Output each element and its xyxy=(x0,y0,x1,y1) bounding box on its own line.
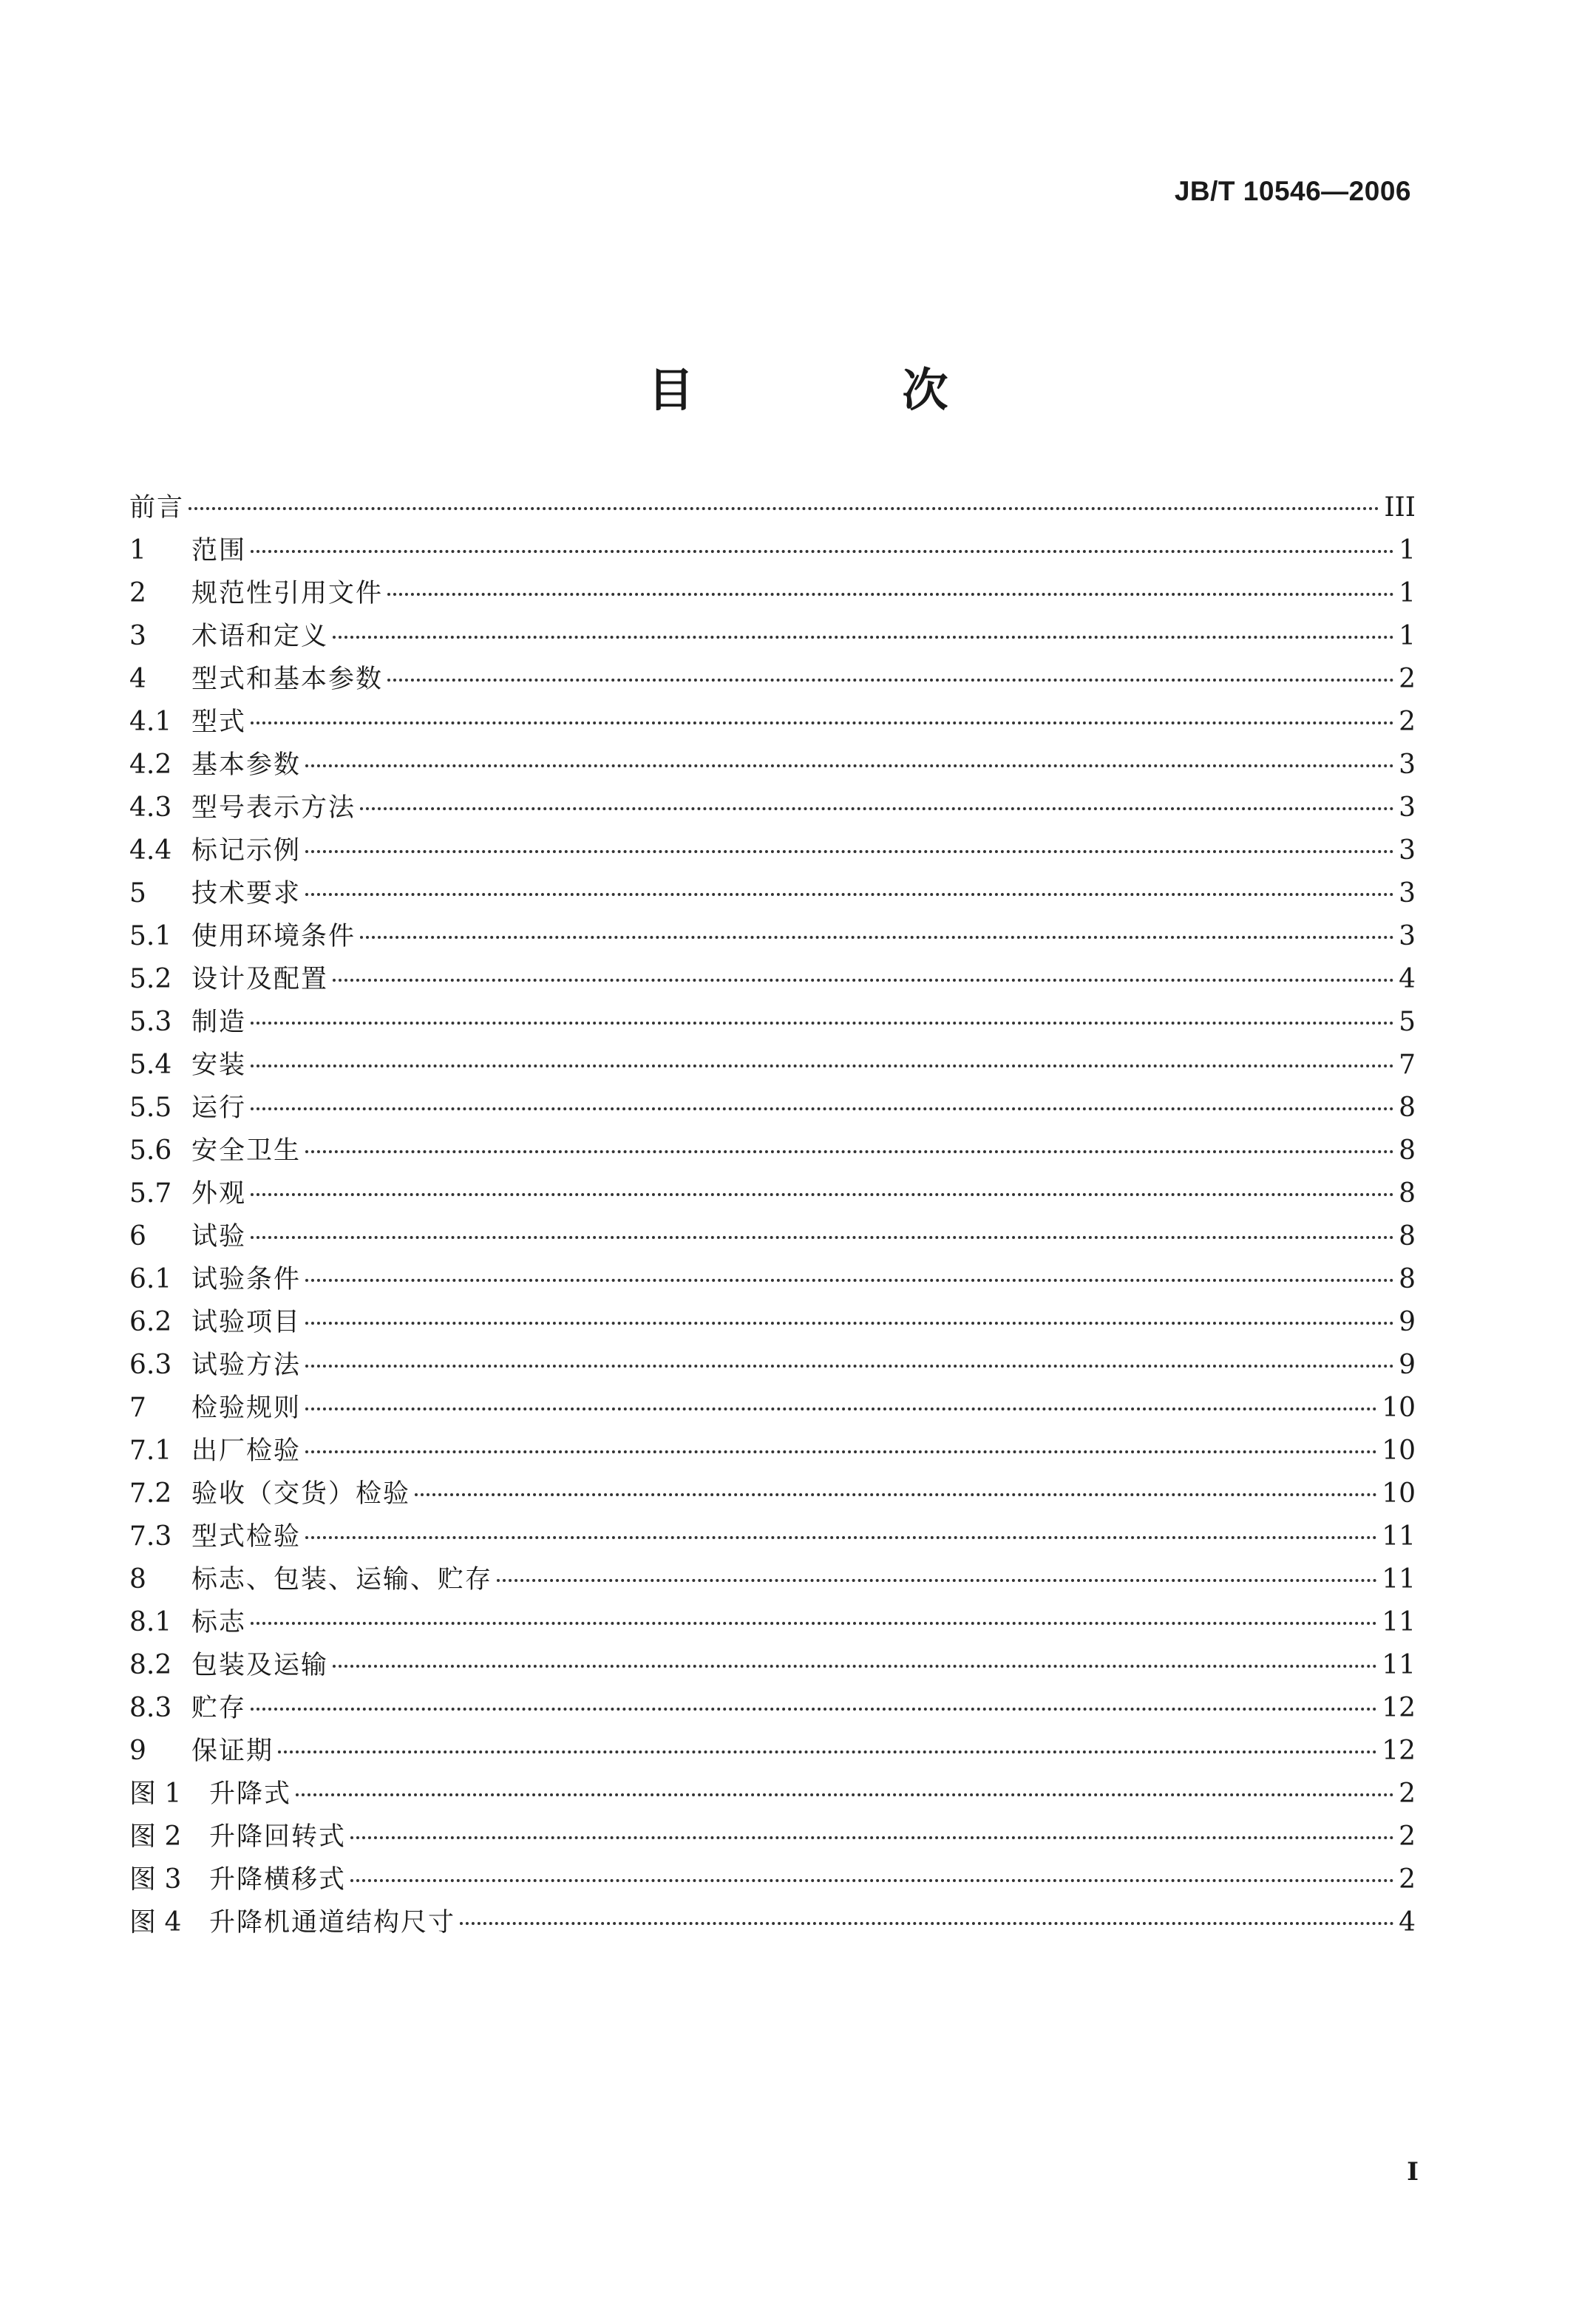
toc-entry-page: 8 xyxy=(1399,1264,1416,1294)
toc-entry-title: 基本参数 xyxy=(191,750,302,780)
toc-entry-title: 型号表示方法 xyxy=(191,793,356,823)
toc-dot-leader xyxy=(350,1836,1394,1839)
toc-entry[interactable] xyxy=(129,1473,1416,1515)
toc-entry-number: 图 3 xyxy=(129,1864,182,1895)
toc-entry-title: 型式和基本参数 xyxy=(191,665,384,694)
toc-entry-number: 8.1 xyxy=(129,1607,172,1637)
toc-dot-leader xyxy=(251,1107,1394,1110)
toc-entry-title: 安装 xyxy=(191,1050,247,1080)
toc-entry-title: 型式检验 xyxy=(191,1522,302,1552)
page-number: I xyxy=(1407,2157,1419,2187)
toc-entry-title: 试验项目 xyxy=(191,1308,302,1337)
toc-entry-page: 3 xyxy=(1399,878,1416,909)
toc-entry-title: 前言 xyxy=(129,493,185,523)
toc-entry-title: 制造 xyxy=(191,1008,247,1037)
toc-entry-title: 试验条件 xyxy=(191,1265,302,1294)
toc-dot-leader xyxy=(305,1322,1394,1325)
toc-entry-number: 5.5 xyxy=(129,1093,172,1123)
toc-entry-title: 试验方法 xyxy=(191,1351,302,1380)
toc-entry-title: 术语和定义 xyxy=(191,622,329,651)
toc-entry-number: 3 xyxy=(129,621,146,651)
toc-entry-number: 6 xyxy=(129,1221,146,1252)
toc-entry[interactable] xyxy=(129,1130,1416,1172)
toc-dot-leader xyxy=(251,1622,1377,1625)
toc-entry-title: 贮存 xyxy=(191,1694,247,1723)
toc-entry[interactable] xyxy=(129,1258,1416,1301)
toc-dot-leader xyxy=(305,1536,1377,1539)
toc-entry[interactable] xyxy=(129,1644,1416,1687)
toc-entry-page: 11 xyxy=(1382,1521,1416,1552)
toc-entry[interactable] xyxy=(129,1344,1416,1387)
toc-entry[interactable] xyxy=(129,1730,1416,1773)
toc-entry-number: 5.4 xyxy=(129,1050,172,1080)
toc-entry-title: 升降式 xyxy=(209,1779,292,1809)
toc-entry-title: 升降回转式 xyxy=(209,1822,347,1852)
toc-dot-leader xyxy=(360,807,1394,810)
toc-entry[interactable] xyxy=(129,744,1416,787)
toc-entry-number: 图 4 xyxy=(129,1907,182,1938)
toc-entry-title: 标记示例 xyxy=(191,836,302,866)
toc-dot-leader xyxy=(251,1236,1394,1239)
toc-dot-leader xyxy=(350,1879,1394,1882)
toc-entry-page: 3 xyxy=(1399,921,1416,951)
toc-entry-number: 5.7 xyxy=(129,1178,172,1209)
toc-entry-title: 试验 xyxy=(191,1222,247,1252)
toc-dot-leader xyxy=(189,507,1379,510)
toc-entry-page: 11 xyxy=(1382,1607,1416,1637)
toc-entry-page: 3 xyxy=(1399,750,1416,780)
page-title: 目 次 xyxy=(648,363,1030,417)
toc-entry-page: 9 xyxy=(1399,1307,1416,1337)
toc-entry-number: 4.1 xyxy=(129,707,172,737)
document-code: JB/T 10546—2006 xyxy=(1174,176,1411,206)
toc-entry-page: III xyxy=(1384,492,1416,523)
toc-entry-number: 8 xyxy=(129,1564,146,1595)
toc-entry-page: 12 xyxy=(1382,1736,1416,1766)
toc-entry[interactable] xyxy=(129,958,1416,1001)
toc-dot-leader xyxy=(333,979,1394,982)
toc-entry-title: 运行 xyxy=(191,1093,247,1123)
toc-entry[interactable] xyxy=(129,1387,1416,1430)
toc-dot-leader xyxy=(387,593,1394,596)
toc-entry[interactable] xyxy=(129,787,1416,829)
toc-dot-leader xyxy=(387,679,1394,682)
toc-entry-number: 7.2 xyxy=(129,1478,172,1509)
toc-entry[interactable] xyxy=(129,1901,1416,1944)
toc-entry-page: 10 xyxy=(1382,1436,1416,1466)
toc-entry-number: 6.2 xyxy=(129,1307,172,1337)
toc-entry-number: 7.3 xyxy=(129,1521,172,1552)
toc-dot-leader xyxy=(305,1450,1377,1453)
toc-entry-number: 1 xyxy=(129,535,146,566)
toc-entry-number: 5.6 xyxy=(129,1135,172,1166)
toc-entry-title: 验收（交货）检验 xyxy=(191,1479,411,1509)
toc-entry-page: 12 xyxy=(1382,1693,1416,1723)
toc-entry-page: 7 xyxy=(1399,1050,1416,1080)
toc-entry-page: 5 xyxy=(1399,1007,1416,1037)
toc-dot-leader xyxy=(251,1022,1394,1025)
toc-entry[interactable] xyxy=(129,486,1416,529)
toc-entry-page: 11 xyxy=(1382,1564,1416,1595)
toc-entry-page: 11 xyxy=(1382,1650,1416,1680)
toc-entry[interactable] xyxy=(129,1301,1416,1344)
toc-entry-title: 型式 xyxy=(191,707,247,737)
toc-dot-leader xyxy=(251,1193,1394,1196)
toc-entry[interactable] xyxy=(129,615,1416,658)
toc-entry[interactable] xyxy=(129,529,1416,572)
toc-entry-number: 4.2 xyxy=(129,750,172,780)
toc-entry-number: 5.1 xyxy=(129,921,172,951)
toc-entry-number: 4.4 xyxy=(129,835,172,866)
toc-entry[interactable] xyxy=(129,1858,1416,1901)
toc-dot-leader xyxy=(305,893,1394,896)
toc-dot-leader xyxy=(305,1279,1394,1282)
toc-dot-leader xyxy=(251,721,1394,724)
toc-entry-title: 包装及运输 xyxy=(191,1651,329,1680)
toc-dot-leader xyxy=(305,764,1394,767)
toc-entry[interactable] xyxy=(129,1044,1416,1087)
toc-entry-number: 7.1 xyxy=(129,1436,172,1466)
toc-entry-page: 2 xyxy=(1399,664,1416,694)
toc-entry-page: 2 xyxy=(1399,1864,1416,1895)
toc-entry[interactable] xyxy=(129,1087,1416,1130)
toc-entry[interactable] xyxy=(129,658,1416,701)
toc-entry[interactable] xyxy=(129,1558,1416,1601)
toc-entry[interactable] xyxy=(129,1430,1416,1473)
toc-dot-leader xyxy=(305,1150,1394,1153)
toc-entry-page: 9 xyxy=(1399,1350,1416,1380)
toc-entry-number: 图 2 xyxy=(129,1821,182,1852)
toc-entry-title: 保证期 xyxy=(191,1736,274,1766)
toc-entry[interactable] xyxy=(129,1215,1416,1258)
toc-entry[interactable] xyxy=(129,829,1416,872)
toc-dot-leader xyxy=(460,1922,1394,1925)
toc-entry-number: 4 xyxy=(129,664,146,694)
toc-entry-title: 设计及配置 xyxy=(191,965,329,994)
toc-entry[interactable] xyxy=(129,915,1416,958)
toc-entry[interactable] xyxy=(129,1515,1416,1558)
toc-entry-number: 8.3 xyxy=(129,1693,172,1723)
toc-dot-leader xyxy=(333,1665,1377,1668)
toc-entry-number: 8.2 xyxy=(129,1650,172,1680)
toc-entry-page: 8 xyxy=(1399,1178,1416,1209)
toc-entry-page: 8 xyxy=(1399,1221,1416,1252)
toc-entry-title: 外观 xyxy=(191,1179,247,1209)
table-of-contents xyxy=(129,486,1416,1944)
toc-entry-title: 标志、包装、运输、贮存 xyxy=(191,1565,493,1595)
toc-entry-page: 2 xyxy=(1399,707,1416,737)
toc-entry-number: 4.3 xyxy=(129,792,172,823)
toc-entry-page: 1 xyxy=(1399,535,1416,566)
toc-entry-page: 2 xyxy=(1399,1821,1416,1852)
toc-entry-number: 5.3 xyxy=(129,1007,172,1037)
toc-entry-number: 图 1 xyxy=(129,1779,182,1809)
toc-entry-title: 标志 xyxy=(191,1608,247,1637)
toc-dot-leader xyxy=(360,936,1394,939)
toc-dot-leader xyxy=(305,850,1394,853)
toc-dot-leader xyxy=(251,1064,1394,1067)
toc-entry-page: 1 xyxy=(1399,621,1416,651)
toc-dot-leader xyxy=(415,1493,1377,1496)
toc-entry[interactable] xyxy=(129,1687,1416,1730)
toc-entry-number: 5 xyxy=(129,878,146,909)
toc-entry-title: 升降横移式 xyxy=(209,1865,347,1895)
toc-dot-leader xyxy=(305,1365,1394,1368)
toc-dot-leader xyxy=(333,636,1394,639)
toc-dot-leader xyxy=(296,1793,1394,1796)
toc-entry-title: 安全卫生 xyxy=(191,1136,302,1166)
toc-entry-page: 1 xyxy=(1399,578,1416,608)
toc-entry-title: 使用环境条件 xyxy=(191,922,356,951)
toc-entry-title: 检验规则 xyxy=(191,1393,302,1423)
toc-entry-page: 4 xyxy=(1399,964,1416,994)
toc-dot-leader xyxy=(251,1708,1377,1711)
toc-entry-title: 规范性引用文件 xyxy=(191,579,384,608)
toc-entry[interactable] xyxy=(129,701,1416,744)
toc-entry[interactable] xyxy=(129,1773,1416,1816)
toc-entry-page: 2 xyxy=(1399,1779,1416,1809)
toc-entry[interactable] xyxy=(129,572,1416,615)
toc-entry-number: 9 xyxy=(129,1736,146,1766)
toc-entry-page: 10 xyxy=(1382,1478,1416,1509)
toc-entry[interactable] xyxy=(129,1601,1416,1644)
toc-dot-leader xyxy=(305,1407,1377,1410)
toc-entry-number: 2 xyxy=(129,578,146,608)
toc-entry-title: 范围 xyxy=(191,536,247,566)
toc-entry-page: 3 xyxy=(1399,835,1416,866)
toc-entry-page: 8 xyxy=(1399,1093,1416,1123)
toc-dot-leader xyxy=(278,1750,1377,1753)
toc-entry-number: 5.2 xyxy=(129,964,172,994)
toc-entry-title: 技术要求 xyxy=(191,879,302,909)
toc-entry[interactable] xyxy=(129,1001,1416,1044)
toc-entry[interactable] xyxy=(129,1172,1416,1215)
toc-dot-leader xyxy=(251,550,1394,553)
toc-entry-number: 6.1 xyxy=(129,1264,172,1294)
toc-entry[interactable] xyxy=(129,1816,1416,1858)
toc-dot-leader xyxy=(497,1579,1377,1582)
toc-entry-number: 7 xyxy=(129,1393,146,1423)
toc-entry[interactable] xyxy=(129,872,1416,915)
toc-entry-title: 出厂检验 xyxy=(191,1436,302,1466)
toc-entry-page: 10 xyxy=(1382,1393,1416,1423)
toc-entry-number: 6.3 xyxy=(129,1350,172,1380)
toc-entry-page: 4 xyxy=(1399,1907,1416,1938)
toc-entry-page: 8 xyxy=(1399,1135,1416,1166)
toc-entry-title: 升降机通道结构尺寸 xyxy=(209,1908,456,1938)
toc-entry-page: 3 xyxy=(1399,792,1416,823)
